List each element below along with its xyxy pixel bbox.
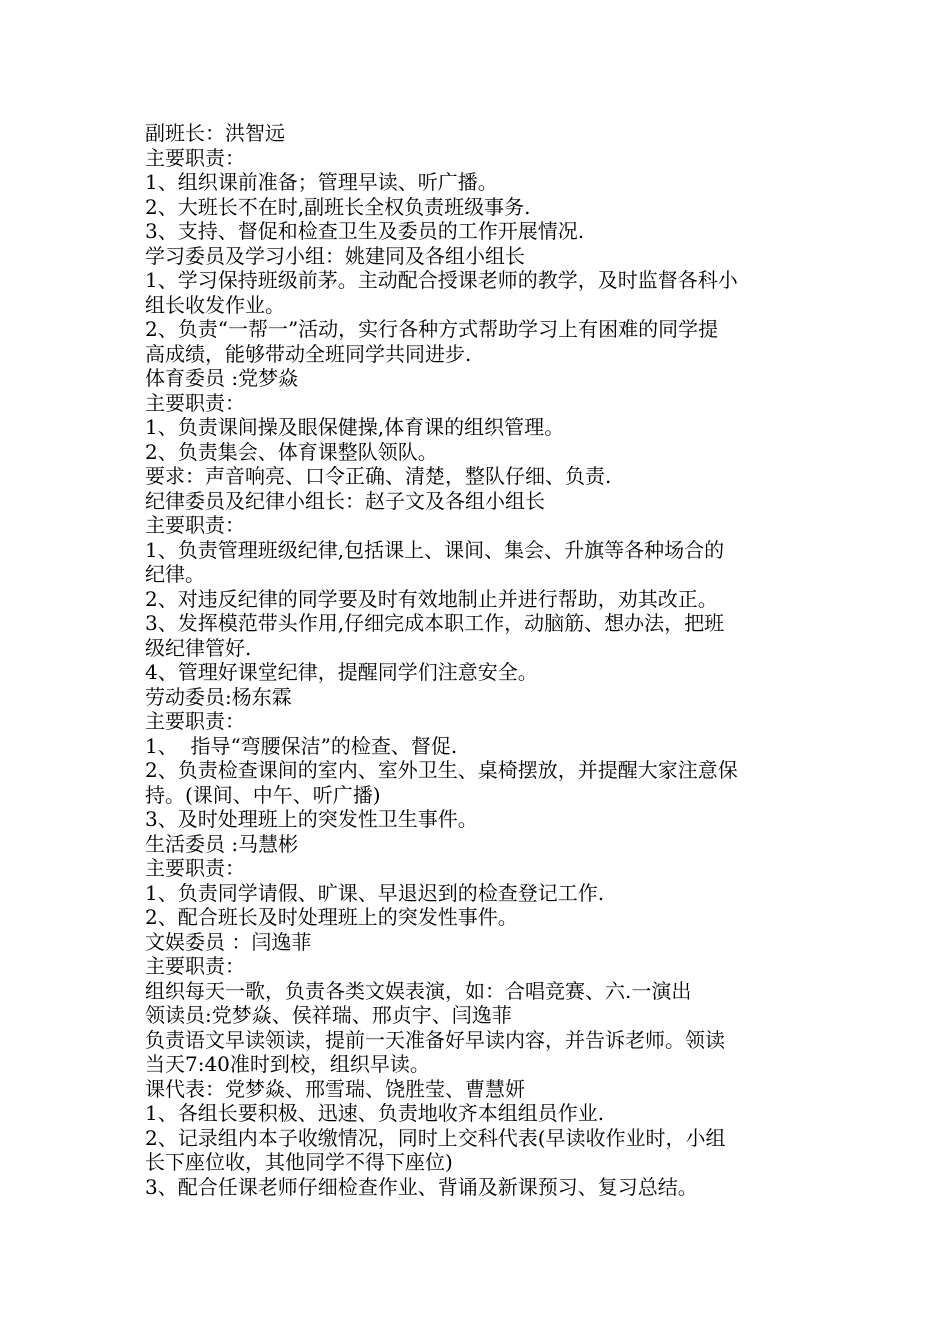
text-line: 1、学习保持班级前茅。主动配合授课老师的教学，及时监督各科小 xyxy=(145,268,738,292)
text-line: 组长收发作业。 xyxy=(145,292,285,317)
text-line: 1、负责管理班级纪律,包括课上、课间、集会、升旗等各种场合的 xyxy=(145,537,725,562)
text-line: 1、负责同学请假、旷课、早退迟到的检查登记工作. xyxy=(145,880,605,905)
text-line: 领读员:党梦焱、侯祥瑞、邢贞宇、闫逸菲 xyxy=(145,1003,512,1027)
text-line: 主要职责： xyxy=(145,145,245,170)
text-line: 2、负责“一帮一”活动，实行各种方式帮助学习上有困难的同学提 xyxy=(145,317,719,341)
text-line: 高成绩，能够带动全班同学共同进步. xyxy=(145,341,472,366)
text-line: 1、负责课间操及眼保健操,体育课的组织管理。 xyxy=(145,415,565,439)
text-line: 学习委员及学习小组：姚建同及各组小组长 xyxy=(145,243,525,268)
text-line: 课代表：党梦焱、邢雪瑞、饶胜莹、曹慧妍 xyxy=(145,1076,525,1101)
text-line: 负责语文早读领读，提前一天准备好早读内容，并告诉老师。领读 xyxy=(145,1027,725,1052)
text-line: 1、组织课前准备；管理早读、听广播。 xyxy=(145,170,498,194)
text-line: 1、 指导“弯腰保洁”的检查、督促. xyxy=(145,733,458,758)
text-line: 4、管理好课堂纪律，提醒同学们注意安全。 xyxy=(145,660,538,684)
text-line: 组织每天一歌，负责各类文娱表演，如：合唱竞赛、六.一演出 xyxy=(145,978,692,1003)
text-line: 纪律委员及纪律小组长：赵子文及各组小组长 xyxy=(145,488,545,513)
text-line: 要求：声音响亮、口令正确、清楚，整队仔细、负责. xyxy=(145,464,612,488)
text-line: 3、支持、督促和检查卫生及委员的工作开展情况. xyxy=(145,219,585,243)
text-line: 主要职责： xyxy=(145,513,245,537)
text-line: 2、大班长不在时,副班长全权负责班级事务. xyxy=(145,194,531,219)
text-line: 3、配合任课老师仔细检查作业、背诵及新课预习、复习总结。 xyxy=(145,1174,698,1199)
text-line: 纪律。 xyxy=(145,562,205,586)
text-line: 主要职责： xyxy=(145,856,245,880)
text-line: 主要职责： xyxy=(145,954,245,978)
text-line: 2、配合班长及时处理班上的突发性事件。 xyxy=(145,905,518,929)
text-line: 体育委员 :党梦焱 xyxy=(145,366,299,390)
text-line: 劳动委员:杨东霖 xyxy=(145,684,292,709)
text-line: 主要职责： xyxy=(145,390,245,415)
text-line: 文娱委员 ：闫逸菲 xyxy=(145,929,312,954)
document-body xyxy=(145,121,815,1199)
text-line: 2、对违反纪律的同学要及时有效地制止并进行帮助，劝其改正。 xyxy=(145,586,718,611)
text-line: 长下座位收，其他同学不得下座位) xyxy=(145,1150,453,1174)
text-line: 级纪律管好. xyxy=(145,635,252,660)
text-line: 主要职责： xyxy=(145,709,245,733)
text-line: 2、负责检查课间的室内、室外卫生、桌椅摆放，并提醒大家注意保 xyxy=(145,758,738,782)
text-line: 生活委员 :马慧彬 xyxy=(145,831,299,856)
text-line: 2、负责集会、体育课整队领队。 xyxy=(145,439,438,464)
text-line: 持。(课间、中午、听广播) xyxy=(145,782,381,807)
text-line: 当天7:40准时到校，组织早读。 xyxy=(145,1052,430,1076)
text-line: 2、记录组内本子收缴情况，同时上交科代表(早读收作业时，小组 xyxy=(145,1125,726,1150)
text-line: 3、及时处理班上的突发性卫生事件。 xyxy=(145,807,478,831)
text-line: 副班长：洪智远 xyxy=(145,121,285,145)
text-line: 3、发挥模范带头作用,仔细完成本职工作，动脑筋、想办法，把班 xyxy=(145,611,725,635)
text-line: 1、各组长要积极、迅速、负责地收齐本组组员作业. xyxy=(145,1101,605,1125)
